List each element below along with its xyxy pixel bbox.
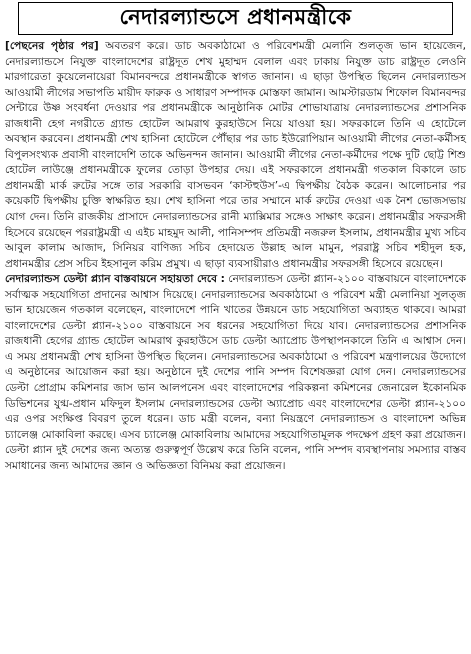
headline: নেদারল্যান্ডসে প্রধানমন্ত্রীকে xyxy=(119,5,352,29)
paragraph-text: অবতরণ করে। ডাচ অবকাঠামো ও পরিবেশমন্ত্রী মেলানি শুলত্জ ভান হায়েজেন, নেদারল্যান্ডসে নিযুক্ত বাংলাদেশের রাষ্ট্রদূত শেখ মুহাম্মদ বেলাল এবং ঢাকায় নিযুক্ত ডাচ রাষ্ট্রদূত লেওনি মারগারেতা কুয়েলেনায়েরা বিমানবন্দরে প্রধানমন্ত্রীকে স্বাগত জানান। এ ছাড়া উপস্থিত ছিলেন নেদারল্যান্ডস আওয়ামী লীগের সভাপতি মায়ীদ ফারুক ও সাধারণ সম্পাদক মোস্তফা জামান। আমস্টারডাম শিফোল বিমানবন্দর সেন্টারে উষ্ণ সংবর্ধনা দেওয়ার পর প্রধানমন্ত্রীকে আনুষ্ঠানিক মোটর শোভাযাত্রায় নেদারল্যান্ডসের প্রশাসনিক রাজধানী হেগ নগরীতে গ্র্যান্ড হোটেল আমরাথ কুরহাউসে নিয়ে যাওয়া হয়। সফরকালে তিনি এ হোটেলে অবস্থান করবেন। প্রধানমন্ত্রী শেখ হাসিনা হোটেলে পৌঁছার পর ডাচ ইউরোপিয়ান আওয়ামী লীগের নেতা-কর্মীসহ বিপুলসংখ্যক প্রবাসী বাংলাদেশি তাকে অভিনন্দন জানান। আওয়ামী লীগের নেতা-কর্মীদের পক্ষে দুটি ছোট্ট শিশু হোটেল লাউঞ্জে প্রধানমন্ত্রীকে ফুলের তোড়া উপহার দেয়। এই সফরকালে প্রধানমন্ত্রী গতকাল বিকালে ডাচ প্রধানমন্ত্রী মার্ক রুটের সঙ্গে তার সরকারি বাসভবন ‘কাস্টহুউস’-এ দ্বিপক্ষীয় বৈঠক করেন। আলোচনার পর কয়েকটি দ্বিপক্ষীয় চুক্তি স্বাক্ষরিত হয়। শেখ হাসিনা পরে তার সম্মানে মার্ক রুটের দেওয়া এক নৈশ ভোজসভায় যোগ দেন। তিনি রাজকীয় প্রাসাদে নেদারল্যান্ডসের রানী ম্যাক্সিমার সঙ্গেও সাক্ষাৎ করেন। প্রধানমন্ত্রীর সফরসঙ্গী হিসেবে রয়েছেন পররাষ্ট্রমন্ত্রী এ এইচ মাহমুদ আলী, পানিসম্পদ প্রতিমন্ত্রী নজরুল ইসলাম, প্রধানমন্ত্রীর মুখ্য সচিব আবুল কালাম আজাদ, সিনিয়র বাণিজ্য সচিব হেদায়েত উল্লাহ আল মামুন, পররাষ্ট্র সচিব শহীদুল হক, প্রধানমন্ত্রীর প্রেস সচিব ইহসানুল করিম প্রমুখ। এ ছাড়া ব্যবসায়ীরাও প্রধানমন্ত্রীর সফরসঙ্গী হিসেবে রয়েছেন। xyxy=(5,40,466,270)
paragraph xyxy=(5,39,466,272)
paragraph-text: নেদারল্যান্ডস ডেল্টা প্ল্যান-২১০০ বাস্তবায়নে বাংলাদেশকে সর্বাত্মক সহযোগিতা প্রদানের আশ্বাস দিয়েছে। নেদারল্যান্ডসের অবকাঠামো ও পরিবেশ মন্ত্রী মেলানিয়া সুলত্জ ভান হায়েজেন গতকাল বলেছেন, বাংলাদেশে পানি খাতের উন্নয়নে ডাচ সহযোগিতা অব্যাহত থাকবে। আমরা বাংলাদেশের ডেল্টা প্ল্যান-২১০০ বাস্তবায়নে সব ধরনের সহযোগিতা দিয়ে যাব। নেদারল্যান্ডসের প্রশাসনিক রাজধানী হেগের গ্র্যান্ড হোটেল আমরাথ কুরহাউসে ডাচ ডেল্টা অ্যাপ্রোচ উপস্থাপনকালে তিনি এ আশ্বাস দেন। এ সময় প্রধানমন্ত্রী শেখ হাসিনা উপস্থিত ছিলেন। নেদারল্যান্ডসের অবকাঠামো ও পরিবেশ মন্ত্রণালয়ের উদ্যোগে এ অনুষ্ঠানের আয়োজন করা হয়। অনুষ্ঠানে দুই দেশের পানি সম্পদ বিশেষজ্ঞরা যোগ দেন। নেদারল্যান্ডসের ডেল্টা প্রোগ্রাম কমিশনার জাস ভান আলপনেস এবং বাংলাদেশের পরিকল্পনা কমিশনের জেনারেল ইকোনমিক ডিভিশনের যুগ্ম-প্রধান মফিদুল ইসলাম নেদারল্যান্ডসের ডেল্টা অ্যাপ্রোচ এবং বাংলাদেশের ডেল্টা প্ল্যান-২১০০ এর ওপর সংক্ষিপ্ত বিবরণ তুলে ধরেন। ডাচ মন্ত্রী বলেন, বন্যা নিয়ন্ত্রণে নেদারল্যান্ডস ও বাংলাদেশ অভিন্ন চ্যালেঞ্জ মোকাবিলা করছে। এসব চ্যালেঞ্জ মোকাবিলায় আমাদের সহযোগিতামূলক পদক্ষেপ গ্রহণ করা প্রয়োজন। ডেল্টা প্ল্যান দুই দেশের জন্য অত্যন্ত গুরুত্বপূর্ণ উল্লেখ করে তিনি বলেন, পানি সম্পদ ব্যবস্থাপনায় সমস্যার বাস্তব সমাধানের জন্য আমাদের জ্ঞান ও অভিজ্ঞতা বিনিময় করা প্রয়োজন। xyxy=(5,273,466,472)
continued-tag: [পেছনের পৃষ্ঠার পর] xyxy=(5,40,99,52)
subhead: নেদারল্যান্ডস ডেল্টা প্ল্যান বাস্তবায়নে সহায়তা দেবে : xyxy=(5,273,225,286)
article-body xyxy=(5,39,466,474)
headline-box xyxy=(18,2,453,35)
paragraph xyxy=(5,272,466,474)
